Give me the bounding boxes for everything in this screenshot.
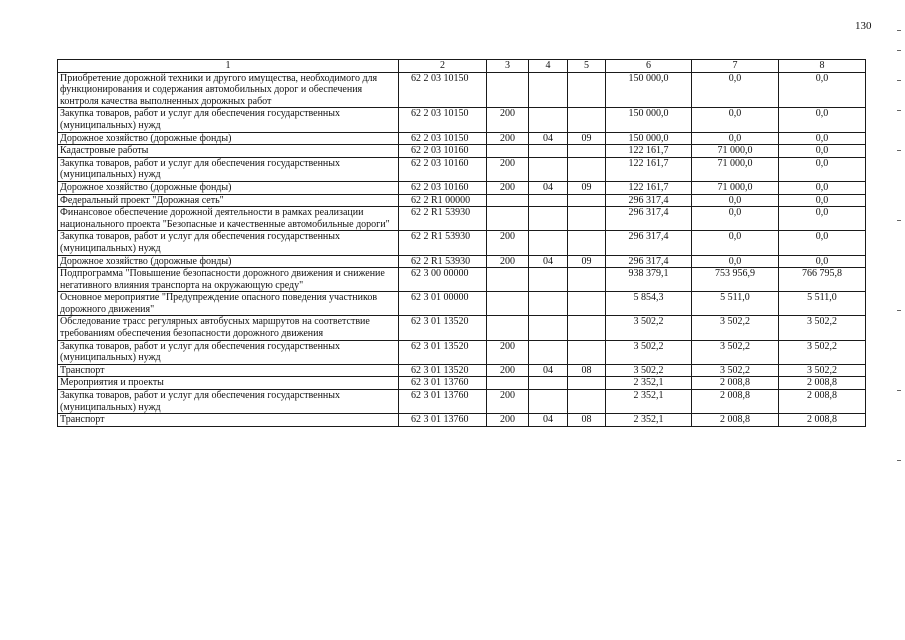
amount-year-1-cell: 2 352,1	[606, 377, 692, 390]
column-header: 3	[487, 60, 529, 73]
amount-year-2-cell: 0,0	[692, 255, 779, 268]
target-code-cell: 62 2 03 10160	[399, 181, 487, 194]
amount-year-1-cell: 122 161,7	[606, 181, 692, 194]
amount-year-1-cell: 296 317,4	[606, 194, 692, 207]
amount-year-2-cell: 3 502,2	[692, 316, 779, 340]
expense-type-cell: 200	[487, 390, 529, 414]
subsection-cell	[568, 207, 606, 231]
amount-year-2-cell: 0,0	[692, 207, 779, 231]
section-cell	[529, 72, 568, 108]
section-cell	[529, 268, 568, 292]
table-row	[58, 194, 866, 207]
subsection-cell	[568, 231, 606, 255]
target-code-cell: 62 2 R1 00000	[399, 194, 487, 207]
amount-year-2-cell: 2 008,8	[692, 377, 779, 390]
amount-year-1-cell: 296 317,4	[606, 231, 692, 255]
subsection-cell: 09	[568, 181, 606, 194]
budget-table	[57, 59, 866, 427]
table-row	[58, 157, 866, 181]
section-cell	[529, 157, 568, 181]
amount-year-3-cell: 0,0	[779, 194, 866, 207]
amount-year-2-cell: 0,0	[692, 194, 779, 207]
amount-year-3-cell: 3 502,2	[779, 340, 866, 364]
expense-type-cell: 200	[487, 255, 529, 268]
amount-year-2-cell: 71 000,0	[692, 157, 779, 181]
section-cell	[529, 316, 568, 340]
row-name-cell: Закупка товаров, работ и услуг для обеспечения государственных (муниципальных) нужд	[58, 390, 399, 414]
subsection-cell	[568, 377, 606, 390]
table-row	[58, 181, 866, 194]
subsection-cell: 09	[568, 255, 606, 268]
section-cell: 04	[529, 181, 568, 194]
target-code-cell: 62 2 03 10160	[399, 145, 487, 158]
row-name-cell: Транспорт	[58, 414, 399, 427]
amount-year-2-cell: 0,0	[692, 72, 779, 108]
amount-year-1-cell: 296 317,4	[606, 207, 692, 231]
amount-year-1-cell: 150 000,0	[606, 132, 692, 145]
target-code-cell: 62 3 01 13520	[399, 364, 487, 377]
scan-edge-marks	[897, 20, 903, 500]
amount-year-2-cell: 753 956,9	[692, 268, 779, 292]
row-name-cell: Закупка товаров, работ и услуг для обеспечения государственных (муниципальных) нужд	[58, 157, 399, 181]
table-row	[58, 255, 866, 268]
column-header: 8	[779, 60, 866, 73]
row-name-cell: Приобретение дорожной техники и другого имущества, необходимого для функционирования и содержания автомобильных дорог и обеспечения контроля качества выполненных дорожных работ	[58, 72, 399, 108]
amount-year-3-cell: 0,0	[779, 181, 866, 194]
target-code-cell: 62 3 00 00000	[399, 268, 487, 292]
expense-type-cell: 200	[487, 108, 529, 132]
expense-type-cell	[487, 268, 529, 292]
table-row	[58, 340, 866, 364]
subsection-cell	[568, 390, 606, 414]
amount-year-3-cell: 0,0	[779, 207, 866, 231]
table-row	[58, 231, 866, 255]
subsection-cell	[568, 316, 606, 340]
amount-year-1-cell: 5 854,3	[606, 292, 692, 316]
expense-type-cell: 200	[487, 340, 529, 364]
column-header: 7	[692, 60, 779, 73]
amount-year-1-cell: 150 000,0	[606, 72, 692, 108]
page-number: 130	[855, 20, 872, 32]
amount-year-3-cell: 0,0	[779, 231, 866, 255]
target-code-cell: 62 3 01 13760	[399, 390, 487, 414]
expense-type-cell	[487, 72, 529, 108]
amount-year-1-cell: 2 352,1	[606, 390, 692, 414]
amount-year-3-cell: 0,0	[779, 157, 866, 181]
row-name-cell: Кадастровые работы	[58, 145, 399, 158]
section-cell: 04	[529, 255, 568, 268]
table-row	[58, 414, 866, 427]
amount-year-1-cell: 150 000,0	[606, 108, 692, 132]
target-code-cell: 62 2 03 10150	[399, 72, 487, 108]
amount-year-3-cell: 0,0	[779, 255, 866, 268]
amount-year-2-cell: 5 511,0	[692, 292, 779, 316]
subsection-cell: 09	[568, 132, 606, 145]
amount-year-3-cell: 0,0	[779, 72, 866, 108]
target-code-cell: 62 3 01 00000	[399, 292, 487, 316]
expense-type-cell	[487, 145, 529, 158]
row-name-cell: Обследование трасс регулярных автобусных маршрутов на соответствие требованиям обеспечения безопасности дорожного движения	[58, 316, 399, 340]
subsection-cell: 08	[568, 414, 606, 427]
target-code-cell: 62 3 01 13520	[399, 316, 487, 340]
amount-year-1-cell: 3 502,2	[606, 340, 692, 364]
amount-year-2-cell: 2 008,8	[692, 414, 779, 427]
expense-type-cell: 200	[487, 231, 529, 255]
section-cell	[529, 292, 568, 316]
expense-type-cell	[487, 377, 529, 390]
table-row	[58, 377, 866, 390]
row-name-cell: Закупка товаров, работ и услуг для обеспечения государственных (муниципальных) нужд	[58, 108, 399, 132]
row-name-cell: Транспорт	[58, 364, 399, 377]
row-name-cell: Дорожное хозяйство (дорожные фонды)	[58, 255, 399, 268]
subsection-cell	[568, 292, 606, 316]
table-row	[58, 364, 866, 377]
table-row	[58, 268, 866, 292]
amount-year-2-cell: 0,0	[692, 132, 779, 145]
amount-year-3-cell: 3 502,2	[779, 364, 866, 377]
table-row	[58, 316, 866, 340]
table-row	[58, 292, 866, 316]
column-header: 4	[529, 60, 568, 73]
section-cell	[529, 194, 568, 207]
amount-year-3-cell: 2 008,8	[779, 390, 866, 414]
column-header: 5	[568, 60, 606, 73]
expense-type-cell: 200	[487, 414, 529, 427]
target-code-cell: 62 2 R1 53930	[399, 255, 487, 268]
section-cell: 04	[529, 364, 568, 377]
row-name-cell: Федеральный проект "Дорожная сеть"	[58, 194, 399, 207]
row-name-cell: Закупка товаров, работ и услуг для обеспечения государственных (муниципальных) нужд	[58, 340, 399, 364]
section-cell	[529, 207, 568, 231]
subsection-cell	[568, 340, 606, 364]
section-cell: 04	[529, 132, 568, 145]
table-row	[58, 145, 866, 158]
amount-year-2-cell: 0,0	[692, 108, 779, 132]
target-code-cell: 62 2 03 10150	[399, 108, 487, 132]
amount-year-1-cell: 122 161,7	[606, 157, 692, 181]
target-code-cell: 62 2 03 10160	[399, 157, 487, 181]
target-code-cell: 62 2 R1 53930	[399, 207, 487, 231]
expense-type-cell	[487, 316, 529, 340]
amount-year-3-cell: 0,0	[779, 132, 866, 145]
row-name-cell: Закупка товаров, работ и услуг для обеспечения государственных (муниципальных) нужд	[58, 231, 399, 255]
expense-type-cell	[487, 194, 529, 207]
amount-year-3-cell: 3 502,2	[779, 316, 866, 340]
section-cell	[529, 340, 568, 364]
column-header: 1	[58, 60, 399, 73]
row-name-cell: Основное мероприятие "Предупреждение опасного поведения участников дорожного движения"	[58, 292, 399, 316]
target-code-cell: 62 3 01 13520	[399, 340, 487, 364]
target-code-cell: 62 3 01 13760	[399, 377, 487, 390]
amount-year-1-cell: 2 352,1	[606, 414, 692, 427]
section-cell	[529, 377, 568, 390]
amount-year-3-cell: 0,0	[779, 145, 866, 158]
section-cell	[529, 145, 568, 158]
section-cell	[529, 390, 568, 414]
row-name-cell: Мероприятия и проекты	[58, 377, 399, 390]
amount-year-3-cell: 0,0	[779, 108, 866, 132]
amount-year-2-cell: 3 502,2	[692, 364, 779, 377]
subsection-cell: 08	[568, 364, 606, 377]
amount-year-3-cell: 5 511,0	[779, 292, 866, 316]
subsection-cell	[568, 72, 606, 108]
subsection-cell	[568, 108, 606, 132]
row-name-cell: Финансовое обеспечение дорожной деятельности в рамках реализации национального проекта "Безопасные и качественные автомобильные дороги"	[58, 207, 399, 231]
table-row	[58, 108, 866, 132]
amount-year-2-cell: 71 000,0	[692, 181, 779, 194]
expense-type-cell	[487, 292, 529, 316]
amount-year-2-cell: 71 000,0	[692, 145, 779, 158]
column-header: 2	[399, 60, 487, 73]
section-cell: 04	[529, 414, 568, 427]
amount-year-1-cell: 122 161,7	[606, 145, 692, 158]
expense-type-cell: 200	[487, 157, 529, 181]
subsection-cell	[568, 268, 606, 292]
expense-type-cell: 200	[487, 181, 529, 194]
expense-type-cell	[487, 207, 529, 231]
section-cell	[529, 231, 568, 255]
amount-year-2-cell: 0,0	[692, 231, 779, 255]
amount-year-1-cell: 3 502,2	[606, 364, 692, 377]
table-row	[58, 207, 866, 231]
target-code-cell: 62 2 03 10150	[399, 132, 487, 145]
column-header: 6	[606, 60, 692, 73]
amount-year-2-cell: 2 008,8	[692, 390, 779, 414]
table-row	[58, 132, 866, 145]
amount-year-1-cell: 938 379,1	[606, 268, 692, 292]
subsection-cell	[568, 157, 606, 181]
table-row	[58, 390, 866, 414]
amount-year-3-cell: 2 008,8	[779, 377, 866, 390]
expense-type-cell: 200	[487, 132, 529, 145]
expense-type-cell: 200	[487, 364, 529, 377]
section-cell	[529, 108, 568, 132]
row-name-cell: Дорожное хозяйство (дорожные фонды)	[58, 181, 399, 194]
subsection-cell	[568, 194, 606, 207]
amount-year-1-cell: 296 317,4	[606, 255, 692, 268]
row-name-cell: Дорожное хозяйство (дорожные фонды)	[58, 132, 399, 145]
amount-year-2-cell: 3 502,2	[692, 340, 779, 364]
row-name-cell: Подпрограмма "Повышение безопасности дорожного движения и снижение негативного влияния транспорта на окружающую среду"	[58, 268, 399, 292]
amount-year-1-cell: 3 502,2	[606, 316, 692, 340]
amount-year-3-cell: 2 008,8	[779, 414, 866, 427]
subsection-cell	[568, 145, 606, 158]
table-row	[58, 72, 866, 108]
target-code-cell: 62 3 01 13760	[399, 414, 487, 427]
column-numbers-row	[58, 60, 866, 73]
target-code-cell: 62 2 R1 53930	[399, 231, 487, 255]
amount-year-3-cell: 766 795,8	[779, 268, 866, 292]
